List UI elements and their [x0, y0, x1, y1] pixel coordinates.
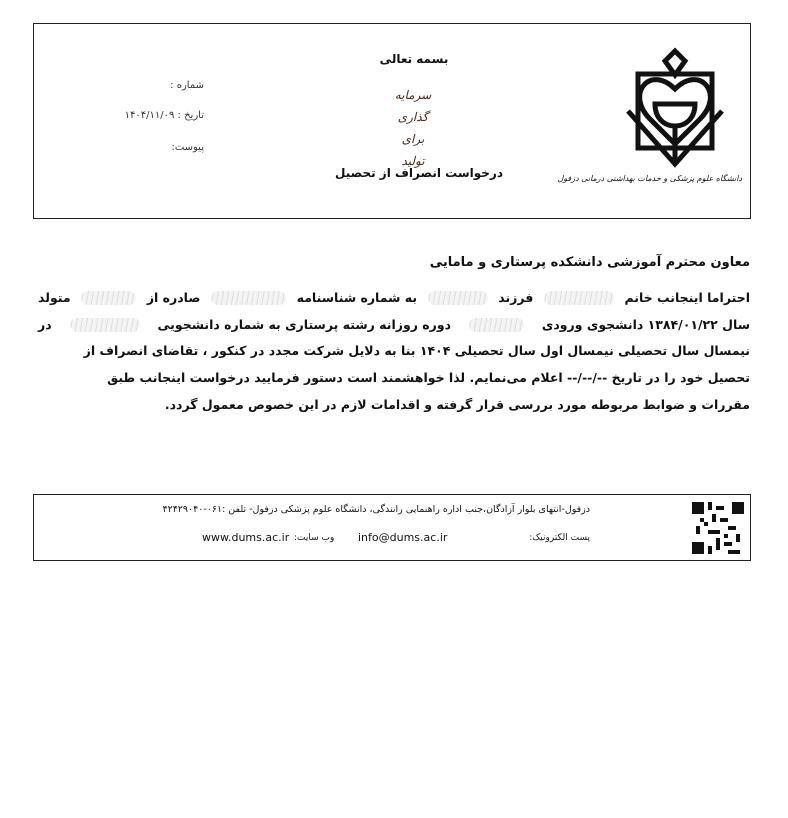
number-label: شماره :	[170, 80, 204, 91]
footer-email-link[interactable]: info@dums.ac.ir	[358, 531, 448, 544]
university-logo-caption: دانشگاه علوم پزشکی و خدمات بهداشتی درمانی دزفول	[557, 174, 742, 183]
text-segment: دوره روزانه رشته پرستاری به شماره دانشجویی	[157, 317, 452, 332]
text-segment: به شماره شناسنامه	[296, 290, 418, 305]
date-label: تاریخ : ۱۴۰۴/۱۱/۰۹	[124, 110, 204, 121]
salutation: معاون محترم آموزشی دانشکده پرستاری و مامایی	[429, 255, 750, 270]
text-segment: در	[38, 317, 52, 332]
text-segment: تحصیل خود را در تاریخ --/--/-- اعلام می‌نمایم. لذا خواهشمند است دستور فرمایید درخواست اینجانب طبق	[107, 370, 750, 385]
university-logo-icon	[620, 49, 730, 179]
text-segment: مقررات و ضوابط مربوطه مورد بررسی قرار گرفته و اقدامات لازم در این خصوص معمول گردد.	[164, 397, 750, 412]
text-segment: نیمسال سال تحصیلی نیمسال اول سال تحصیلی ۱۴۰۴ بنا به دلایل شرکت مجدد در کنکور ، تقاضای انصراف از	[83, 343, 750, 358]
letter-header	[33, 23, 751, 219]
footer-email-label: پست الکترونیک:	[529, 533, 590, 543]
footer-website-link[interactable]: www.dums.ac.ir	[202, 531, 290, 544]
redacted-student-number	[70, 318, 140, 332]
text-segment: صادره از	[146, 290, 201, 305]
text-segment: فرزند	[498, 290, 534, 305]
text-segment: متولد	[38, 290, 71, 305]
slogan-logo: سرمایه گذاری برای تولید	[394, 88, 432, 168]
footer-website-label: وب سایت:	[294, 533, 335, 543]
letter-footer	[33, 494, 751, 561]
redacted-place	[81, 291, 136, 305]
text-segment: سال ۱۳۸۴/۰۱/۲۲ دانشجوی ورودی	[541, 317, 750, 332]
body-line-2	[38, 317, 750, 332]
redacted-father-name	[428, 291, 488, 305]
body-line-1	[38, 290, 750, 305]
body-line-5	[38, 397, 750, 412]
footer-address: دزفول-انتهای بلوار آزادگان،جنب اداره راهنمایی رانندگی، دانشگاه علوم پزشکی دزفول- تلفن :۰۶۱-۴۲۴۲۹۰۴۰	[162, 504, 590, 515]
attachment-label: پیوست:	[171, 142, 204, 153]
text-segment: احتراما اینجانب خانم	[624, 290, 750, 305]
redacted-id-number	[211, 291, 286, 305]
qr-code-icon	[692, 502, 744, 554]
body-line-3	[38, 343, 750, 358]
redacted-name	[544, 291, 614, 305]
body-line-4	[38, 370, 750, 385]
redacted-entry-year	[469, 318, 524, 332]
bismillah: بسمه تعالی	[379, 52, 449, 66]
document-title: درخواست انصراف از تحصیل	[335, 166, 503, 180]
